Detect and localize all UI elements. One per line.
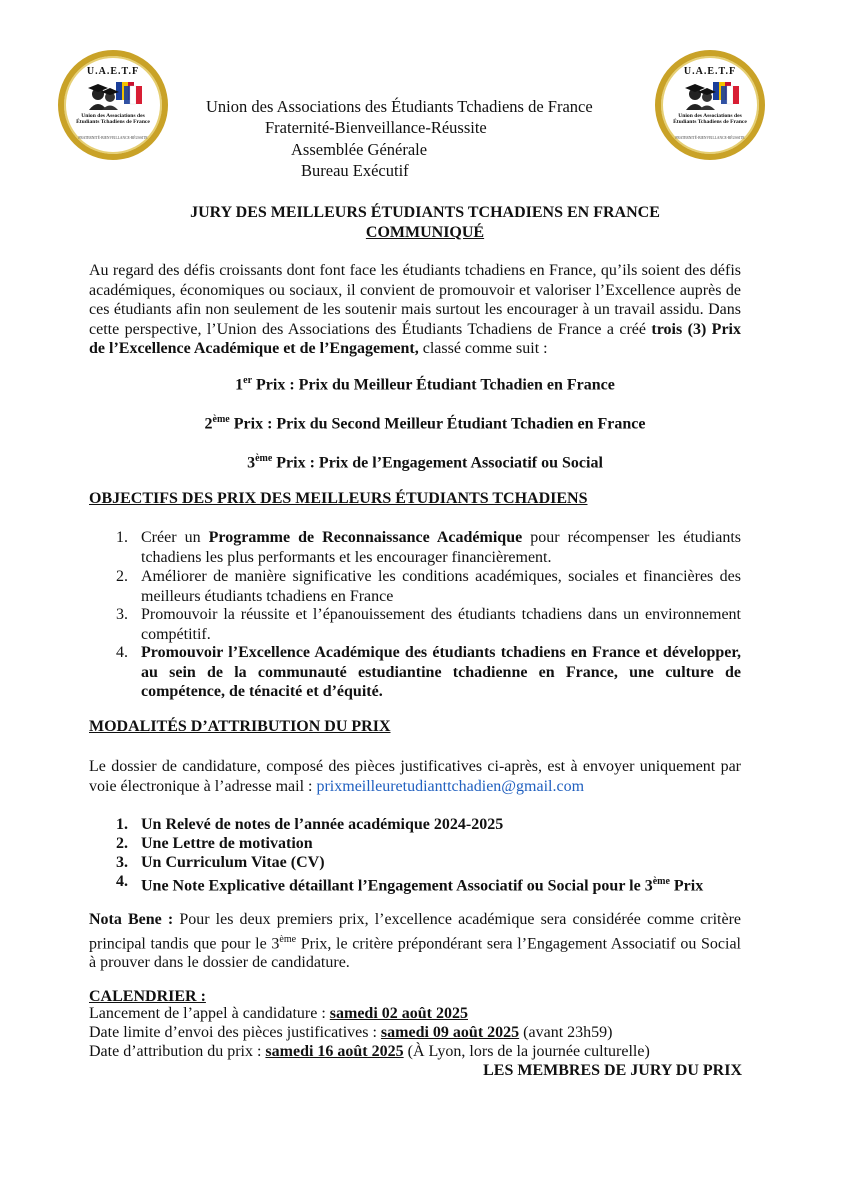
prize-number: 3 xyxy=(247,454,256,472)
item-text: Améliorer de manière significative les conditions académiques, sociales et financières des meilleurs étudiants tchadiens en France xyxy=(141,568,741,605)
prize-2 xyxy=(0,414,850,433)
calendar-line-2 xyxy=(89,1024,612,1042)
calendar-line-1 xyxy=(89,1005,468,1023)
prize-text: Prix : Prix de l’Engagement Associatif ou Social xyxy=(276,454,603,472)
item-main: Une Note Explicative détaillant l’Engagement Associatif ou Social pour le 3 xyxy=(141,877,653,895)
item-number: 1. xyxy=(116,816,128,833)
prize-ordinal: er xyxy=(243,375,253,386)
nota-ordinal: ème xyxy=(279,933,297,945)
intro-tail: classé comme suit : xyxy=(422,340,548,357)
prize-ordinal: ème xyxy=(212,414,230,425)
prize-text: Prix : Prix du Meilleur Étudiant Tchadien en France xyxy=(256,376,615,394)
graduates-flags-icon xyxy=(86,80,142,110)
page-subtitle: COMMUNIQUÉ xyxy=(365,224,485,241)
item-number: 2. xyxy=(116,568,128,585)
logo-motto: FRATERNITÉ-BIENVEILLANCE-RÉUSSITE xyxy=(675,136,745,140)
item-number: 2. xyxy=(116,835,128,852)
prize-number: 2 xyxy=(204,415,213,433)
logo-motto: FRATERNITÉ-BIENVEILLANCE-RÉUSSITE xyxy=(78,136,148,140)
logo-name: Union des Associations des Étudiants Tchadiens de France xyxy=(673,113,747,126)
item-text: Promouvoir l’Excellence Académique des étudiants tchadiens en France et développer, au sein de la communauté estudiantine tchadienne en France, une culture de compétence, de ténacité et d’équité. xyxy=(141,644,741,700)
item-text: Une Lettre de motivation xyxy=(141,835,313,852)
header-bureau: Bureau Exécutif xyxy=(301,161,409,180)
calendar-heading: CALENDRIER : xyxy=(89,988,206,1005)
prize-1 xyxy=(0,375,850,394)
page-title: JURY DES MEILLEURS ÉTUDIANTS TCHADIENS EN FRANCE xyxy=(190,204,660,221)
item-text: Promouvoir la réussite et l’épanouissement des étudiants tchadiens dans un environnement compétitif. xyxy=(141,606,741,643)
item-text: Un Relevé de notes de l’année académique 2024-2025 xyxy=(141,816,504,833)
item-ordinal: ème xyxy=(652,876,670,887)
header-motto: Fraternité-Bienveillance-Réussite xyxy=(265,118,487,137)
nota-post: Prix, le critère prépondérant sera l’Engagement Associatif ou Social à prouver dans le dossier de candidature. xyxy=(89,934,742,972)
item-pre: Créer un xyxy=(141,529,201,546)
item-text xyxy=(141,872,741,896)
header-assembly: Assemblée Générale xyxy=(291,140,428,159)
calendar-label: Date d’attribution du prix : xyxy=(89,1043,262,1060)
item-number: 4. xyxy=(116,873,128,890)
nota-pre: Pour les deux premiers prix, l’excellence académique sera considérée comme critère principal tandis que pour le 3 xyxy=(89,911,742,952)
logo-acronym: U.A.E.T.F xyxy=(683,66,737,77)
calendar-date: samedi 09 août 2025 xyxy=(380,1024,520,1041)
item-tail: Prix xyxy=(673,877,704,895)
prize-number: 1 xyxy=(235,376,244,394)
intro-text: Au regard des défis croissants dont font face les étudiants tchadiens en France, qu’ils soient des défis académiques, économiques ou sociaux, il convient de promouvoir et valoriser l’Excellence auprès de ces étudiants afin non seulement de les soutenir mais surtout les encourager à un travail assidu. Dans cette perspective, l’Union des Associations des Étudiants Tchadiens de France a créé xyxy=(89,262,741,338)
nota-bene-paragraph xyxy=(89,910,741,973)
modalities-text: Le dossier de candidature, composé des pièces justificatives ci-après, est à envoyer uniquement par voie électronique à l’adresse mail : xyxy=(89,758,741,795)
logo-name: Union des Associations des Étudiants Tchadiens de France xyxy=(76,113,150,126)
item-bold: Programme de Reconnaissance Académique xyxy=(208,529,523,546)
item-text xyxy=(141,528,741,567)
item-text: Un Curriculum Vitae (CV) xyxy=(141,854,325,871)
organization-logo-left xyxy=(58,50,168,160)
item-number: 3. xyxy=(116,606,128,623)
calendar-label: Lancement de l’appel à candidature : xyxy=(89,1005,326,1022)
calendar-note: (À Lyon, lors de la journée culturelle) xyxy=(407,1043,650,1060)
modalities-paragraph xyxy=(89,757,741,796)
item-number: 4. xyxy=(116,644,128,661)
item-number: 3. xyxy=(116,854,128,871)
item-number: 1. xyxy=(116,529,128,546)
prize-text: Prix : Prix du Second Meilleur Étudiant Tchadien en France xyxy=(233,415,646,433)
signature: LES MEMBRES DE JURY DU PRIX xyxy=(483,1062,742,1079)
prize-3 xyxy=(0,453,850,472)
intro-paragraph xyxy=(89,261,741,359)
prize-ordinal: ème xyxy=(255,453,273,464)
modalities-heading: MODALITÉS D’ATTRIBUTION DU PRIX xyxy=(89,718,391,735)
graduates-flags-icon xyxy=(683,80,739,110)
email-link[interactable]: prixmeilleuretudianttchadien@gmail.com xyxy=(316,777,585,795)
calendar-line-3 xyxy=(89,1043,650,1061)
item-post: pour récompenser les étudiants tchadiens les plus performants et les encourager financièrement. xyxy=(141,529,742,566)
nota-label: Nota Bene : xyxy=(89,911,174,928)
objectives-heading: OBJECTIFS DES PRIX DES MEILLEURS ÉTUDIANTS TCHADIENS xyxy=(89,490,588,507)
calendar-note: (avant 23h59) xyxy=(523,1024,613,1041)
calendar-label: Date limite d’envoi des pièces justificatives : xyxy=(89,1024,377,1041)
intro-bold: trois (3) Prix de l’Excellence Académique et de l’Engagement, xyxy=(89,320,741,357)
organization-logo-right xyxy=(655,50,765,160)
header-organization: Union des Associations des Étudiants Tchadiens de France xyxy=(206,97,593,116)
calendar-date: samedi 02 août 2025 xyxy=(329,1005,468,1022)
calendar-date: samedi 16 août 2025 xyxy=(265,1043,404,1060)
logo-acronym: U.A.E.T.F xyxy=(86,66,140,77)
